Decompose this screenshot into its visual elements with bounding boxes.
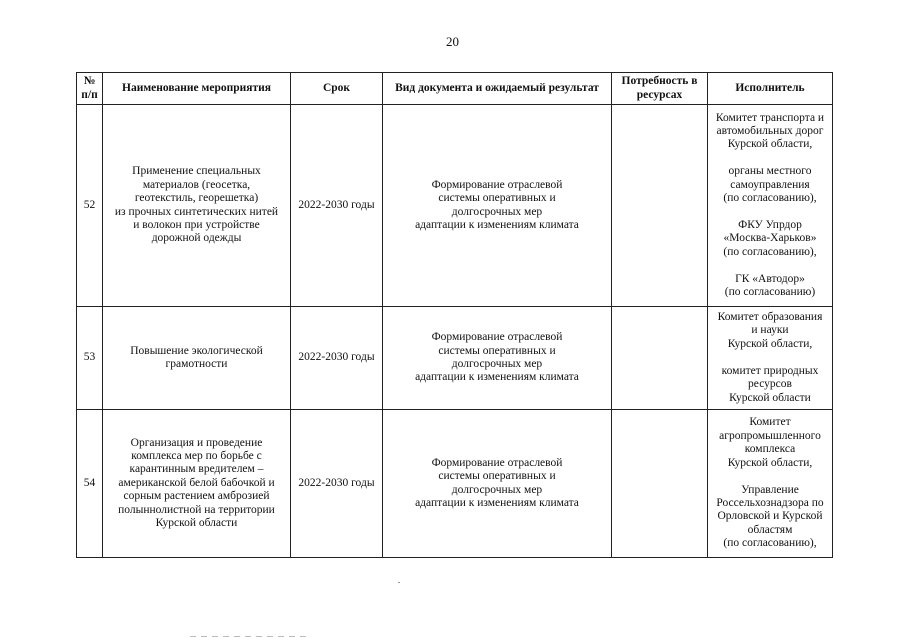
- page-number: 20: [446, 34, 459, 49]
- row-resources: [612, 105, 708, 307]
- row-executor: Комитет транспорта и автомобильных дорог Курской области, органы местного самоуправления (по согласованию), ФКУ Упрдор «Москва-Харьков» (по согласованию), ГК «Автодор» (по согласованию): [708, 105, 833, 307]
- row-document-result: Формирование отраслевой системы оперативных и долгосрочных мер адаптации к изменениям климата: [383, 105, 612, 307]
- table-row: [77, 410, 833, 558]
- row-number: 53: [77, 307, 103, 410]
- column-header-term: Срок: [291, 73, 383, 105]
- column-header-document: Вид документа и ожидаемый результат: [383, 73, 612, 105]
- row-number: 52: [77, 105, 103, 307]
- row-resources: [612, 307, 708, 410]
- column-header-number: № п/п: [77, 73, 103, 105]
- row-document-result: Формирование отраслевой системы оперативных и долгосрочных мер адаптации к изменениям климата: [383, 307, 612, 410]
- column-header-resources: Потребность в ресурсах: [612, 73, 708, 105]
- row-term: 2022-2030 годы: [291, 410, 383, 558]
- column-header-name: Наименование мероприятия: [103, 73, 291, 105]
- row-measure-name: Применение специальных материалов (геосетка, геотекстиль, георешетка) из прочных синтетических нитей и волокон при устройстве дорожной одежды: [103, 105, 291, 307]
- table-header-row: [77, 73, 833, 105]
- row-resources: [612, 410, 708, 558]
- scan-artifact: [398, 582, 400, 583]
- measures-table: [76, 72, 833, 558]
- scan-edge-artifact: [190, 636, 310, 637]
- column-header-executor: Исполнитель: [708, 73, 833, 105]
- table-row: [77, 307, 833, 410]
- row-executor: Комитет агропромышленного комплекса Курской области, Управление Россельхознадзора по Орловской и Курской областям (по согласованию),: [708, 410, 833, 558]
- row-executor: Комитет образования и науки Курской области, комитет природных ресурсов Курской области: [708, 307, 833, 410]
- row-document-result: Формирование отраслевой системы оперативных и долгосрочных мер адаптации к изменениям климата: [383, 410, 612, 558]
- table-row: [77, 105, 833, 307]
- row-measure-name: Повышение экологической грамотности: [103, 307, 291, 410]
- row-term: 2022-2030 годы: [291, 105, 383, 307]
- row-number: 54: [77, 410, 103, 558]
- row-term: 2022-2030 годы: [291, 307, 383, 410]
- row-measure-name: Организация и проведение комплекса мер по борьбе с карантинным вредителем – американской белой бабочкой и сорным растением амброзией полыннолистной на территории Курской области: [103, 410, 291, 558]
